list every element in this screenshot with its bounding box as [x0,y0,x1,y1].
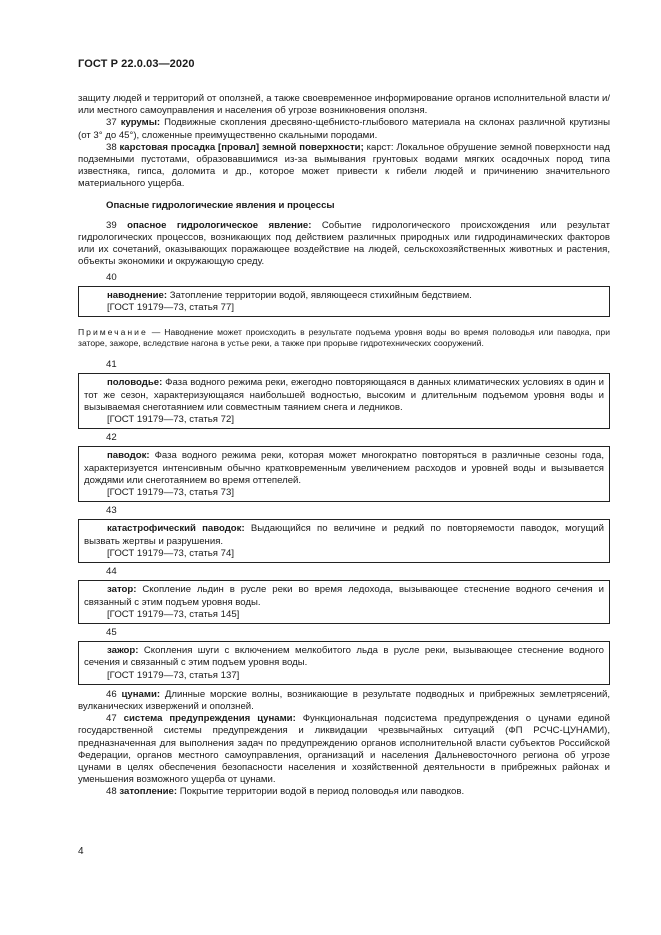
term-text [84,450,604,487]
term-definition: Выдающийся по величине и редкий по повторяемости паводок, могущий вызвать жертвы и разрушения. [84,523,604,547]
term-reference: [ГОСТ 19179—73, статья 74] [107,547,234,559]
term-46 [78,689,610,713]
term-text [84,584,604,608]
term-box-40 [78,286,610,317]
term-title: цунами: [121,688,161,700]
term-number-44: 44 [106,566,117,578]
term-definition: Скопление льдин в русле реки во время ледохода, вызывающее стеснение водного сечения и связанный с этим подъем уровня воды. [84,584,604,608]
term-reference: [ГОСТ 19179—73, статья 145] [107,608,240,620]
term-definition: Покрытие территории водой в период половодья или паводков. [177,786,465,798]
term-number-45: 45 [106,626,117,638]
page-number: 4 [78,846,84,857]
term-number-40: 40 [106,271,117,283]
term-title: карстовая просадка [провал] земной поверхности; [119,141,364,153]
term-number: 47 [106,713,117,725]
term-number: 39 [106,219,117,231]
term-number: 37 [106,117,117,129]
term-39 [78,220,610,269]
term-text [84,523,604,547]
term-box-44 [78,580,610,624]
note-paragraph [78,327,610,349]
term-number-42: 42 [106,432,117,444]
document-body [78,93,610,799]
term-box-45 [78,641,610,685]
term-38 [78,142,610,191]
term-title: курумы: [120,117,161,129]
term-box-42 [78,446,610,502]
term-number-41: 41 [106,359,117,371]
term-reference: [ГОСТ 19179—73, статья 77] [107,302,234,314]
term-definition: Функциональная подсистема предупреждения о цунами единой государственной системы предупреждения и ликвидации чрезвычайных ситуаций (ФП РСЧС-ЦУНАМИ), предназначенная для выполнения задач по предупреждению органов исполнительной власти субъектов Российской Федерации, органов местного самоуправления, организаций и населения Дальневосточного региона об угрозе цунами в целях обеспечения безопасности населения и хозяйственной деятельности в прибрежных районах и уменьшения возможного ущерба от цунами. [78,713,610,786]
term-title: наводнение: [107,289,168,301]
note-dash: — [147,327,165,338]
term-title: зажор: [107,645,139,657]
document-header: ГОСТ Р 22.0.03—2020 [78,58,195,70]
section-heading: Опасные гидрологические явления и процессы [106,199,335,211]
term-37 [78,117,610,141]
term-definition: Скопления шуги с включением мелкобитого льда в русле реки, вызывающее стеснение водного сечения и связанный с этим подъем уровня воды. [84,645,604,669]
term-reference: [ГОСТ 19179—73, статья 73] [107,487,234,499]
term-text [84,645,604,669]
term-reference: [ГОСТ 19179—73, статья 137] [107,669,240,681]
term-number: 46 [106,688,117,700]
term-title: опасное гидрологическое явление: [127,219,312,231]
intro-paragraph: защиту людей и территорий от оползней, а также своевременное информирование органов исполнительной власти и/или местного самоуправления и населения об угрозе возникновения оползня. [78,93,610,117]
term-number: 38 [106,141,117,153]
term-48 [78,786,610,798]
term-text [84,377,604,414]
term-definition: Событие гидрологического происхождения или результат гидрологических процессов, возникающих под действием различных природных или гидродинамических факторов или их сочетаний, оказывающих поражающее воздействие на людей, сельскохозяйственных животных и растения, объекты экономики и окружающую среду. [78,219,610,268]
term-definition: Фаза водного режима реки, ежегодно повторяющаяся в данных климатических условиях в один и тот же сезон, характеризующаяся наибольшей водностью, высоким и длительным подъемом уровня воды и вызываемая снеготаянием или совместным таянием снега и ледников. [84,377,604,413]
term-definition: карст: Локальное обрушение земной поверхности над подземными пустотами, образовавшимися из-за вымывания грунтовых водами мягких осадочных пород типа известняка, гипса, доломита и др., которое может привести к гибели людей и причинению значительного материального ущерба. [78,141,610,190]
term-definition: Затопление территории водой, являющееся стихийным бедствием. [167,289,472,301]
term-definition: Фаза водного режима реки, которая может многократно повторяться в различные сезоны года, характеризуется интенсивным обычно кратковременным увеличением расходов и уровней воды и вызывается дождями или снеготаянием во время оттепелей. [84,450,604,486]
term-box-41 [78,373,610,429]
term-number-43: 43 [106,505,117,517]
term-reference: [ГОСТ 19179—73, статья 72] [107,414,234,426]
term-47 [78,713,610,786]
note-text: Наводнение может происходить в результате подъема уровня воды во время половодья или паводка, при заторе, зажоре, вследствие нагона в устье реки, а также при прорыве гидротехнических сооружений. [78,327,610,349]
note-label: Примечание [78,327,148,338]
term-title: система предупреждения цунами: [123,713,296,725]
term-title: катастрофический паводок: [107,523,245,535]
term-number: 48 [106,786,117,798]
term-title: затор: [107,584,137,596]
term-definition: Подвижные скопления дресвяно-щебнисто-глыбового материала на склонах различной крутизны (от 3° до 45°), сложенные преимущественно скальными породами. [78,117,610,141]
term-box-43 [78,519,610,563]
term-title: половодье: [107,377,163,389]
term-definition: Длинные морские волны, возникающие в результате подводных и прибрежных землетрясений, вулканических извержений и оползней. [78,688,610,712]
term-title: паводок: [107,450,150,462]
term-title: затопление: [119,786,178,798]
term-text [84,290,604,302]
